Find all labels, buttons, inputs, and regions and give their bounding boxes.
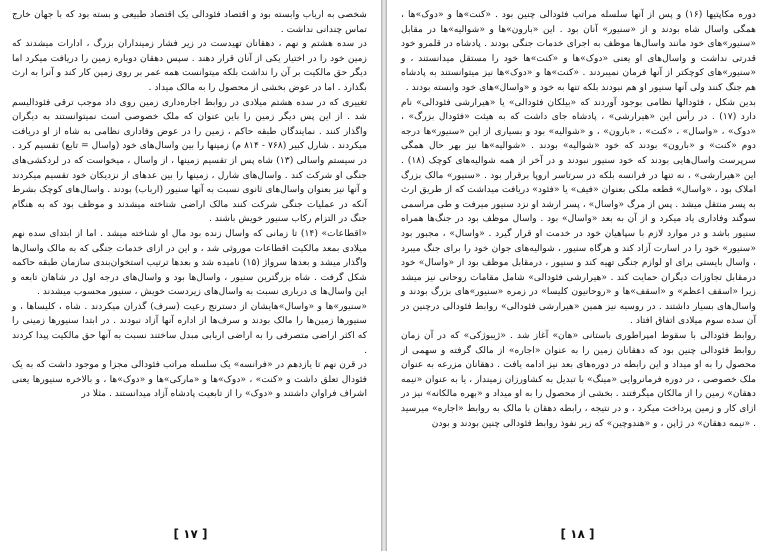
page-number-left: [ ۱۷ ] [173, 527, 208, 541]
paragraph: بدین شکل ، فئودالها نظامی بوجود آوردند که «بیلکان فئودالی» یا «هیرارشی فئودالی» نام دارد (۱۷) . در رأس این «هیرارشی» ، پادشاه جای داشت که به هیئت «فئودال بزرگ» ، «دوک» ، «واسال» ، «کنت» ، «بارون» ، و «شوالیه» بود و بسیاری از این «سنیور»ها درجه دوم «کنت» و «بارون» بودند که خود «شوالیه» بودند . «شوالیه»ها نیز بهر حال همگی سرپرست واسال‌هایی بودند که خود سنیور نبودند و در آخر از همه شوالیه‌های کوچک (۱۸) . این «هیرارشی» ، نه تنها در فرانسه بلکه در سرتاسر اروپا برقرار بود . «سنیور» مالک بزرگ املاک بود ، «واسال» قطعه ملکی بعنوان «فیف» یا «فئود» دریافت میداشت که از طریق ارث به پسر منتقل میشد . پس از مرگ «واسال» ، پسر ارشد او نزد سنیور میرفت و طی مراسمی سوگند وفاداری یاد میکرد و از آن به بعد «واسال» بود . واسال موظف بود در جنگ‌ها همراه سنیور باشد و در موارد لازم با سپاهیان خود در خدمت او قرار گیرد . «واسال» ، مجبور بود «سنیور» خود را در اسارت آزاد کند و هرگاه سنیور ، شوالیه‌های جوان خود را برای جنگ میبرد ، واسال بایستی برای او لوازم جنگی تهیه کند و سنیور ، درمقابل موظف بود از «واسال» خود درمقابل تجاوزات دیگران حمایت کند . «هیرارشی فئودالی» شامل مقامات روحانی نیز میشد زیرا «اسقف اعظم» و «اسقف»ها و «روحانیون کلیسا» در زمره «سنیور»های بزرگ بودند و واسال‌های بسیار داشتند . در روسیه نیز همین «هیرارشی فئودالی» روابط فئودالی درچنین در آن سده سوم میلادی اتفاق افتاد . [401, 96, 756, 327]
paragraph: «اقطاعات» (۱۴) تا زمانی که واسال زنده بود مال او شناخته میشد . اما از ابتدای سده نهم میلادی بمعد مالکیت اقطاعات موروثی شد ، و این در ازای خدمات جنگی که به مالک واسال‌ها واگذار میشد و بعدها سرواژ (۱۵) نامیده شد و بعدها ترتیب استخوان‌بندی سازمان طبقه حاکمه شکل گرفت . شاه بزرگترین سنیور ، واسال‌ها بود و واسال‌های درجه اول در شاهان تابعه و این واسال‌ها ی درباری نسبت به واسال‌های زیردست خویش ، سنیور محسوب میشدند . [12, 227, 367, 298]
left-page [0, 0, 381, 551]
paragraph: در قرن نهم تا یازدهم در «فرانسه» یک سلسله مراتب فئودالی مجزا و موجود داشت که به یک فئودال تعلق داشت و «کنت» ، «دوک»ها و «مارکی»ها و «دوک»ها ، و بالاخره سنیورها یعنی اشراف فراوان داشتند و «دوک» را از تابعیت پادشاه آزاد میدانستند . مثلا در [12, 359, 367, 400]
right-page-text [401, 8, 756, 431]
paragraph: «سنیور»ها و «واسال»هایشان از دسترنج رعیت (سرف) گذران میکردند . شاه ، کلیساها ، و سنیورها زمین‌ها را مالک بودند و سرف‌ها از اداره آنها آزاد نبودند . در ابتدا سنیورها زمینی را که اکثر اراضی متصرفی را به اراضی اربابی مبدل ساختند نسبت به آنها حق مالکیت پیدا کردند . [12, 300, 367, 356]
paragraph: تغییری که در سده هشتم میلادی در روابط اجاره‌داری زمین روی داد موجب ترقی فئودالیسم شد . از این پس دیگر زمین را باین عنوان که ملک خصوصی است نمیتوانستند به دیگران واگذار کنند . نمایندگان طبقه حاکم ، زمین را در عوض وفاداری نظامی به شاه از او دریافت میکردند . شارل کبیر (۷۶۸ - ۸۱۴ م) زمینها را بین واسال‌های خود (واسال = تابع) تقسیم کرد . در سیستم واسالی (۱۳) شاه پس از تقسیم زمینها ، از واسال ، میخواست که در لردکشی‌های جنگی او شرکت کند . واسال‌های شارل ، زمینها را بین عدهای از نزدیکان خود تقسیم میکردند و آنها نیز بعنوان واسال‌های ثانوی نسبت به آنها سنیور (ارباب) بودند . واسال‌های کوچک بشرط آنکه در عملیات جنگی شرکت کنند مالک اراضی شناخته میشدند و موظف بود که به هنگام جنگ در التزام رکاب سنیور خویش باشند . [12, 96, 368, 225]
left-page-text [12, 8, 367, 402]
paragraph: در سده هشتم و نهم ، دهقانان تهیدست در زیر فشار زمینداران بزرگ ، ادارات میشدند که زمین خود را در اختیار یکی از آنان قرار دهند . سپس دهقان دوباره زمین را دریافت میکرد اما دیگر حق مالکیت بر آن را نداشت بلکه میتوانست همه عمر بر روی زمین کار کند و آنرا به ارث بگذارد . اما در عوض بخشی از محصول را به مالک میداد . [12, 38, 367, 93]
paragraph: روابط فئودالی با سقوط امپراطوری باستانی «هان» آغاز شد . «ژیبوژکی» که در آن زمان روابط فئودالی چنین بود که دهقانان زمین را به عنوان «اجاره» از مالک گرفته و سهمی از محصول را به او میداد و این رابطه در دوره‌های بعد نیز ادامه یافت . دهقانان مزرعه به عنوان ملک خصوصی ، در دوره فرمانروایی «مینگ» با تبدیل به کشاورزان زمیندار ، یا به عنوان «نیمه دهقان» زمین را از مالکان میگرفتند . بخشی از محصول را به او میداد و «بهره مالکانه» نیز در ازای کار و زمین پرداخت میکرد ، و در نتیجه ، رابطه دهقان با مالک به روابط «اجاره» میرسید . «نیمه دهقان» در ژاپن ، و «هندوچین» که زیر نفوذ روابط فئودالی چنین بودند و بودن [401, 330, 756, 429]
paragraph: دوره مکاپتیها (۱۶) و پس از آنها سلسله مراتب فئودالی چنین بود . «کنت»ها و «دوک»ها ، همگی واسال شاه بودند و از «سنیور» آنان بود . این «بارون»ها و «شوالیه»ها در مقابل «سنیور»های خود مانند واسال‌ها موظف به اجرای خدمات جنگی بودند . پادشاه در قلمرو خود قدرتی نداشت و واسال‌های او یعنی «دوک»ها و «کنت»ها خود را مستقل میدانستند ، و «سنیور»های کوچکتر از آنها فرمان نمیبردند . «کنت»ها و «دوک»ها نیز میتوانستند به پادشاه هم جنگ کنند ولی آنها سنیور او هم نبودند بلکه تنها به خود و «واسال»های خود وابسته بودند . [401, 9, 756, 93]
paragraph: شخصی به ارباب وابسته بود و اقتصاد فئودالی یک اقتصاد طبیعی و بسته بود که با جهان خارج تماس چندانی نداشت . [12, 9, 367, 35]
page-number-right: [ ۱۸ ] [560, 527, 595, 541]
right-page [387, 0, 768, 551]
